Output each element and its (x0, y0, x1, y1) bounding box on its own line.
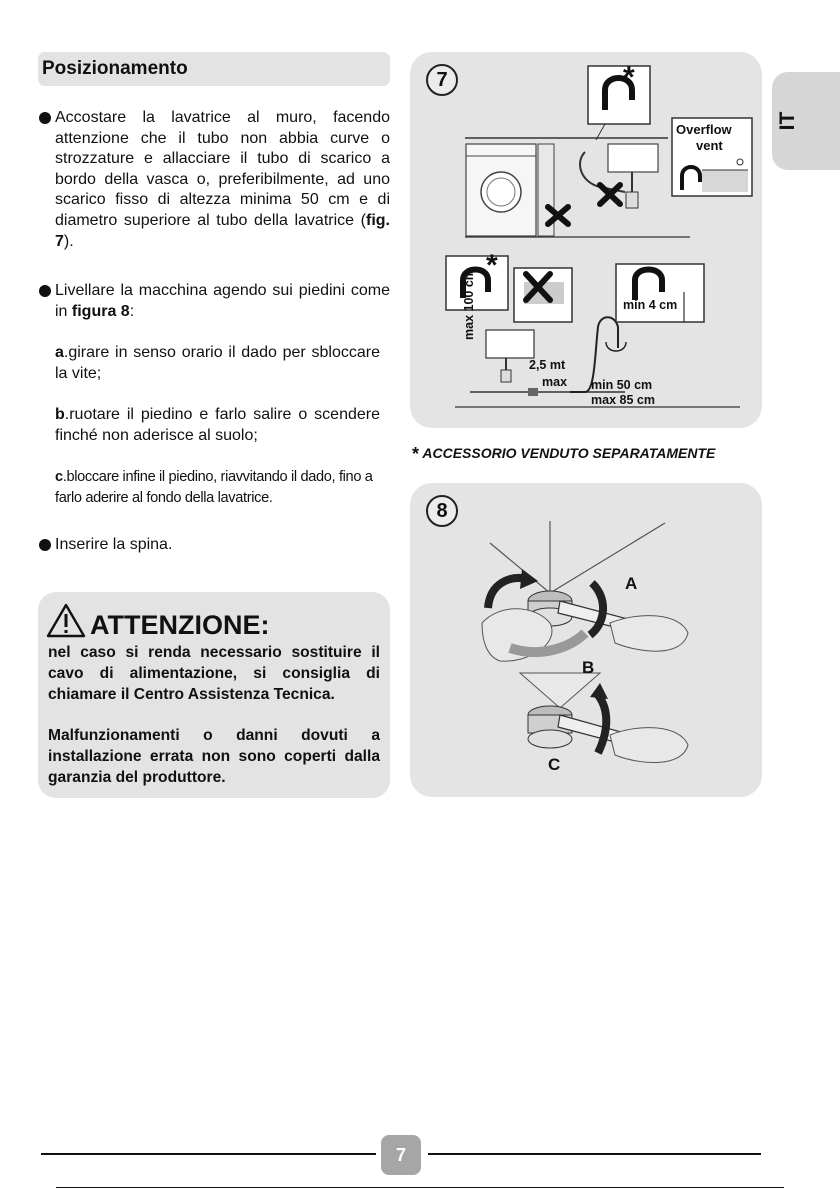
drain-max-label: max 85 cm (591, 393, 655, 407)
step-a: a.girare in senso orario il dado per sbloccare la vite; (55, 344, 380, 382)
drain-min-label: min 50 cm (591, 378, 653, 392)
hose-length-max-label: max (542, 375, 568, 389)
label-c: C (548, 755, 561, 774)
warning-warranty: Malfunzionamenti o danni dovuti a installazione errata non sono coperti dalla garanzia del produttore. (48, 727, 380, 786)
warning-triangle-icon (46, 603, 86, 639)
page-number: 7 (381, 1135, 421, 1175)
max-height-label: max 100 cm (462, 269, 476, 340)
label-a: A (625, 574, 638, 593)
warning-power-cable: nel caso si renda necessario sostituire il cavo di alimentazione, si consiglia di chiamare il Centro Assistenza Tecnica. (48, 644, 380, 703)
figure-8-number: 8 (426, 495, 458, 527)
foot-levelling-illustration (410, 483, 762, 797)
hose-length-label: 2,5 mt (529, 358, 566, 372)
bullet-dot (39, 539, 51, 551)
footer-rule-right (428, 1153, 761, 1155)
accessory-star-2: * (486, 249, 498, 282)
accessory-note: * ACCESSORIO VENDUTO SEPARATAMENTE (412, 444, 716, 464)
bullet-dot (39, 285, 51, 297)
overflow-label-line1: Overflow (676, 122, 732, 137)
accessory-star-1: * (623, 61, 635, 94)
bottom-border (56, 1187, 784, 1188)
figure-7-number: 7 (426, 64, 458, 96)
fig-8-ref: figura 8 (71, 302, 130, 320)
step-b: b.ruotare il piedino e farlo salire o scendere finché non aderisce al suolo; (55, 406, 380, 444)
bullet-text-plug: Inserire la spina. (55, 536, 173, 553)
bullet-dot (39, 112, 51, 124)
language-code: IT (776, 111, 799, 131)
label-b: B (582, 658, 595, 677)
min-gap-label: min 4 cm (623, 298, 678, 312)
section-title: Posizionamento (38, 52, 390, 86)
fig-7-ref: fig. 7 (55, 211, 390, 250)
overflow-label-line2: vent (696, 138, 723, 153)
warning-title: ATTENZIONE: (90, 610, 270, 640)
bullet-text-level-machine: Livellare la macchina agendo sui piedini come in figura 8: (55, 282, 390, 320)
bullet-text-connect-drain: Accostare la lavatrice al muro, facendo attenzione che il tubo non abbia curve o strozzature e allacciare il tubo di scarico a bordo della vasca o, preferibilmente, ad uno scarico fisso di altezza minima 50 cm e di diametro superiore al tubo della lavatrice (fig. 7). (55, 109, 390, 250)
footer-rule-left (41, 1153, 376, 1155)
step-c: c.bloccare infine il piedino, riavvitando il dado, fino a farlo aderire al fondo della lavatrice. (55, 469, 373, 506)
drain-installation-illustration (410, 52, 762, 428)
